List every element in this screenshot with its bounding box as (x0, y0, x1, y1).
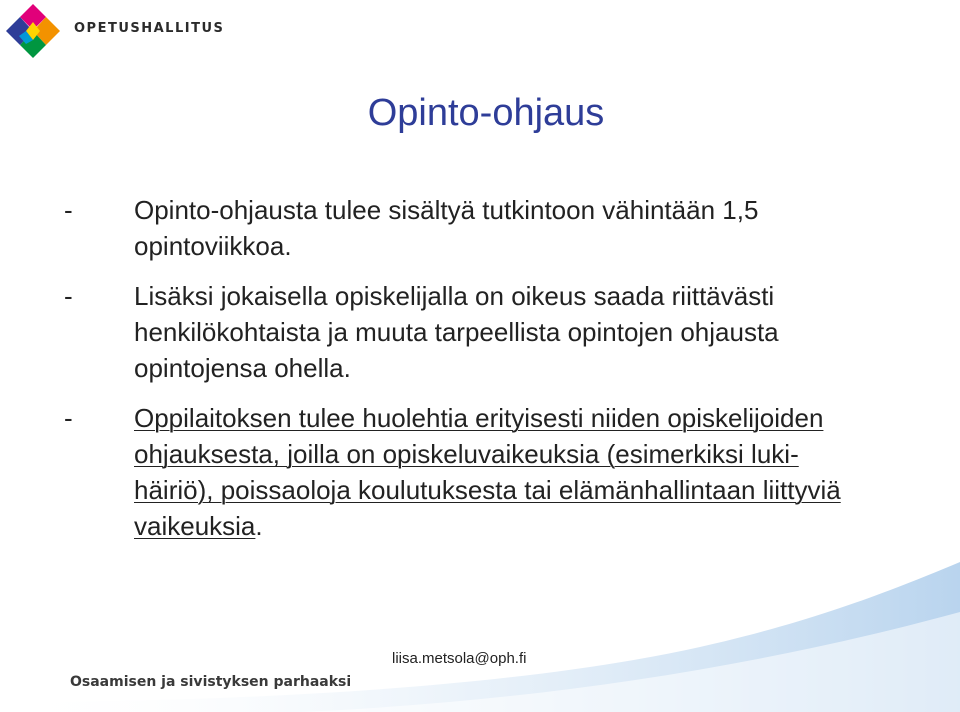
bullet-item (64, 278, 864, 386)
opetushallitus-logo-icon (4, 2, 62, 60)
org-name: OPETUSHALLITUS (74, 21, 225, 36)
bullet-list (64, 192, 864, 558)
bullet-dash: - (64, 195, 73, 225)
bullet-dash: - (64, 281, 73, 311)
bullet-text: Lisäksi jokaisella opiskelijalla on oikeus saada riittävästi henkilökohtaista ja muuta tarpeellista opintojen ohjausta opintojensa ohella. (134, 281, 779, 383)
bullet-tail: . (255, 511, 263, 541)
presenter-email: liisa.metsola@oph.fi (392, 650, 527, 667)
bullet-text: Opinto-ohjausta tulee sisältyä tutkintoon vähintään 1,5 opintoviikkoa. (134, 195, 759, 261)
bullet-item (64, 400, 864, 544)
bullet-dash: - (64, 403, 73, 433)
slide-title: Opinto-ohjaus (367, 92, 605, 134)
footer-slogan: Osaamisen ja sivistyksen parhaaksi (70, 674, 352, 690)
bullet-text-underlined: Oppilaitoksen tulee huolehtia erityisesti niiden opiskelijoiden ohjauksesta, joilla on opiskeluvaikeuksia (esimerkiksi luki-häiriö), poissaoloja koulutuksesta tai elämänhallintaan liittyviä vaikeuksia (134, 403, 841, 541)
bullet-item (64, 192, 864, 264)
